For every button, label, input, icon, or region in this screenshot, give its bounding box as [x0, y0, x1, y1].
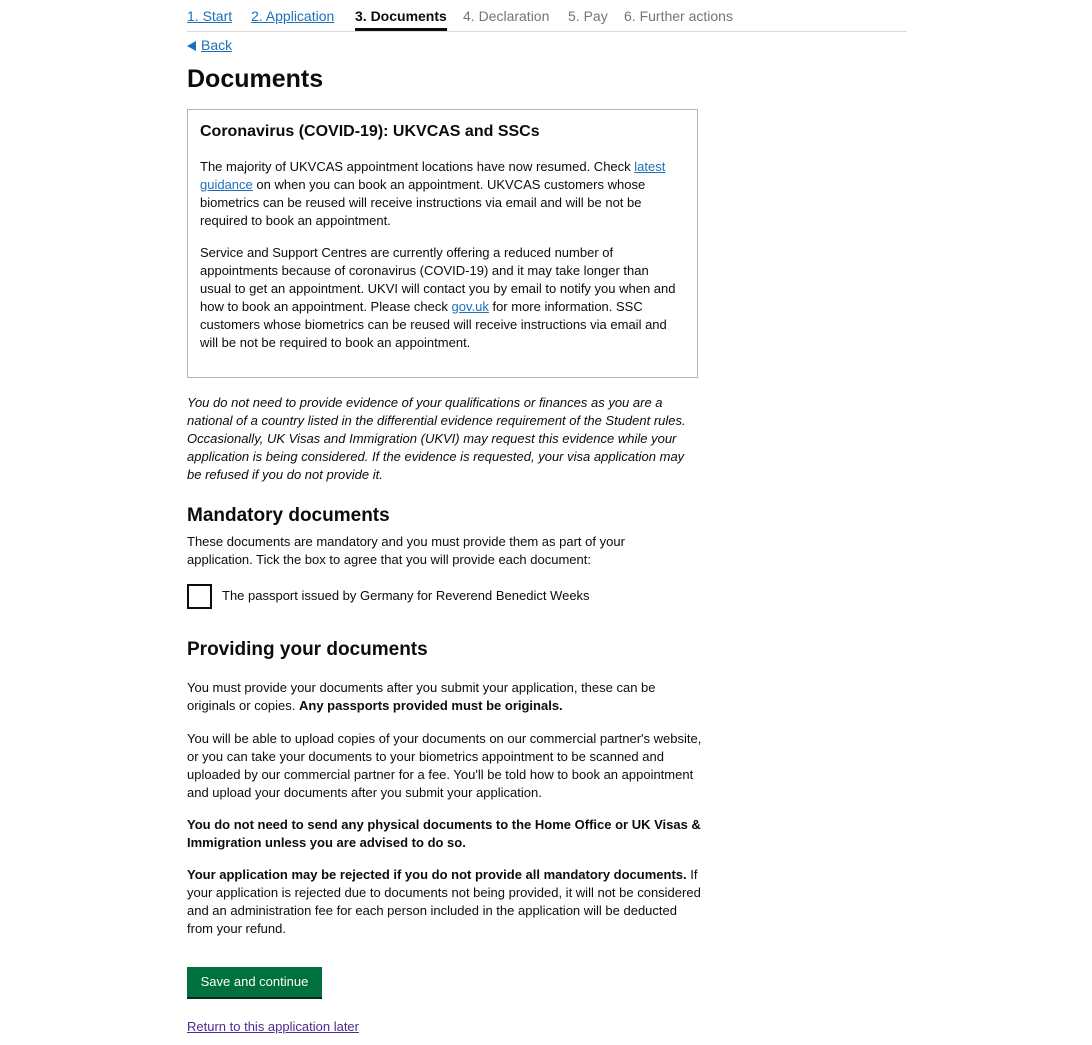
back-link-label: Back	[201, 37, 233, 53]
step-start[interactable]: 1. Start	[187, 8, 233, 24]
covid-p2-text-before: Service and Support Centres are currently offering a reduced number of appointments because of coronavirus (COVID-19) and it may take longer than usual to get an appointment. UKVI will contact you by email to notify you when and how to book an appointment. Please check	[200, 245, 676, 314]
mandatory-documents-intro: These documents are mandatory and you must provide them as part of your application. Tick the box to agree that you will provide each document:	[187, 534, 625, 567]
passport-checkbox[interactable]	[187, 584, 212, 609]
providing-paragraph-3	[187, 816, 702, 852]
step-further-actions: 6. Further actions	[624, 8, 733, 24]
covid-notice-paragraph-1	[200, 158, 678, 230]
step-pay: 5. Pay	[568, 8, 608, 24]
latest-guidance-link[interactable]: latest guidance	[200, 159, 666, 192]
covid-notice-paragraph-2	[200, 244, 678, 352]
providing-p1-bold: Any passports provided must be originals.	[299, 698, 563, 713]
mandatory-documents-heading: Mandatory documents	[187, 505, 390, 526]
step-application[interactable]: 2. Application	[251, 8, 335, 24]
back-arrow-icon	[187, 41, 196, 51]
providing-p3-bold: You do not need to send any physical documents to the Home Office or UK Visas & Immigration unless you are advised to do so.	[187, 817, 701, 850]
passport-checkbox-label[interactable]: The passport issued by Germany for Reverend Benedict Weeks	[222, 588, 590, 603]
providing-p4-bold: Your application may be rejected if you do not provide all mandatory documents.	[187, 867, 687, 882]
save-and-continue-button[interactable]: Save and continue	[187, 967, 322, 997]
return-later-link[interactable]: Return to this application later	[187, 1019, 359, 1034]
step-navigation	[187, 0, 907, 32]
covid-notice-title: Coronavirus (COVID-19): UKVCAS and SSCs	[200, 123, 540, 140]
covid-notice	[187, 109, 698, 378]
gov-uk-link[interactable]: gov.uk	[451, 299, 489, 314]
step-documents: 3. Documents	[355, 8, 447, 24]
providing-documents-heading: Providing your documents	[187, 639, 428, 660]
providing-paragraph-2: You will be able to upload copies of your documents on our commercial partner's website, or you can take your documents to your biometrics appointment to be scanned and uploaded by our commercial partner for a fee. You'll be told how to book an appointment and upload your documents after you submit your application.	[187, 731, 702, 800]
passport-checkbox-row[interactable]	[187, 582, 590, 610]
covid-p1-text-before: The majority of UKVCAS appointment locations have now resumed. Check	[200, 159, 635, 174]
covid-p1-text-after: on when you can book an appointment. UKVCAS customers whose biometrics can be reused will receive instructions via email and will be not be required to book an appointment.	[200, 177, 646, 228]
back-link[interactable]	[187, 37, 232, 54]
providing-p4-text: If your application is rejected due to documents not being provided, it will not be considered and an administration fee for each person included in the application will be deducted from your refund.	[187, 867, 701, 936]
step-declaration: 4. Declaration	[463, 8, 550, 24]
page-title: Documents	[187, 65, 324, 93]
providing-p1-text: You must provide your documents after you submit your application, these can be originals or copies.	[187, 680, 656, 713]
evidence-note: You do not need to provide evidence of your qualifications or finances as you are a national of a country listed in the differential evidence requirement of the Student rules. Occasionally, UK Visas and Immigration (UKVI) may request this evidence while your application is being considered. If the evidence is requested, your visa application may be refused if you do not provide it.	[187, 395, 686, 482]
providing-paragraph-4	[187, 866, 702, 938]
providing-paragraph-1	[187, 679, 687, 715]
covid-p2-text-after: for more information. SSC customers whose biometrics can be reused will receive instructions via email and will be not be required to book an appointment.	[200, 299, 667, 350]
